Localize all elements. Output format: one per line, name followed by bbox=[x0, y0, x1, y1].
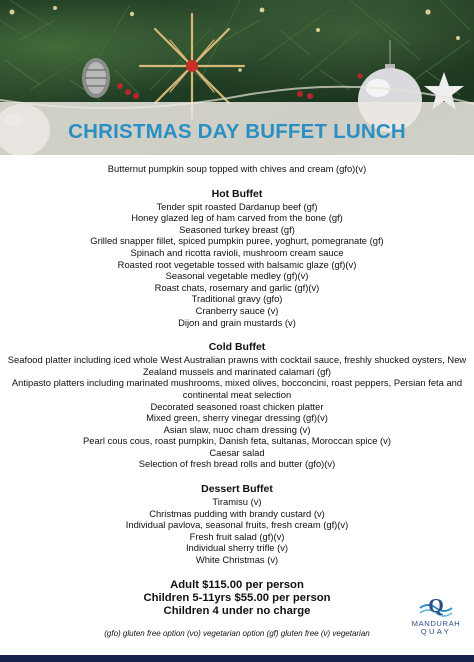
menu-item: Seafood platter including iced whole West Australian prawns with cocktail sauce, freshly shucked oysters, New Zealand mussels and marinated calamari (gf) bbox=[7, 354, 467, 377]
pinecone-ornament bbox=[82, 58, 110, 98]
menu-item: Antipasto platters including marinated mushrooms, mixed olives, bocconcini, roast peppers, Persian feta and continental meat selection bbox=[11, 377, 463, 400]
cold-buffet-section bbox=[0, 341, 474, 470]
hero-photo bbox=[0, 0, 474, 155]
footer-bar bbox=[0, 655, 474, 662]
price-list bbox=[0, 579, 474, 618]
menu-item: Individual sherry trifle (v) bbox=[185, 542, 289, 554]
mandurah-quay-logo bbox=[406, 594, 466, 640]
menu-item: Asian slaw, nuoc cham dressing (v) bbox=[163, 423, 311, 435]
menu-item: Roasted root vegetable tossed with balsamic glaze (gf)(v) bbox=[117, 258, 357, 270]
menu-item: Caesar salad bbox=[209, 446, 265, 458]
menu-item: Seasonal vegetable medley (gf)(v) bbox=[165, 270, 309, 282]
dessert-buffet-section bbox=[0, 483, 474, 566]
soup-intro: Butternut pumpkin soup topped with chives and cream (gfo)(v) bbox=[107, 163, 367, 174]
menu-item: Traditional gravy (gfo) bbox=[191, 293, 283, 305]
menu-item: Roast chats, rosemary and garlic (gf)(v) bbox=[154, 281, 320, 293]
menu-item: White Christmas (v) bbox=[195, 554, 279, 566]
price-infants: Children 4 under no charge bbox=[163, 604, 311, 617]
menu-item: Spinach and ricotta ravioli, mushroom cream sauce bbox=[130, 246, 344, 258]
dietary-legend: (gfo) gluten free option (vo) vegetarian option (gf) gluten free (v) vegetarian bbox=[104, 629, 370, 638]
menu-content bbox=[0, 163, 474, 618]
logo-text-quay: QUAY bbox=[420, 627, 452, 636]
cold-buffet-heading: Cold Buffet bbox=[208, 341, 266, 354]
logo-mark-letter: Q bbox=[428, 595, 444, 617]
price-adult: Adult $115.00 per person bbox=[170, 578, 304, 591]
menu-item: Mixed green, sherry vinegar dressing (gf)(v) bbox=[146, 412, 328, 424]
title-banner bbox=[0, 102, 474, 155]
menu-item: Grilled snapper fillet, spiced pumpkin puree, yoghurt, pomegranate (gf) bbox=[90, 235, 384, 247]
hot-buffet-section bbox=[0, 188, 474, 329]
menu-item: Decorated seasoned roast chicken platter bbox=[150, 400, 324, 412]
menu-item: Tender spit roasted Dardanup beef (gf) bbox=[156, 200, 318, 212]
price-children: Children 5-11yrs $55.00 per person bbox=[143, 591, 331, 604]
logo-q-icon bbox=[418, 594, 454, 620]
menu-item: Honey glazed leg of ham carved from the bone (gf) bbox=[131, 212, 343, 224]
logo-text-mandurah: MANDURAH bbox=[411, 619, 461, 628]
menu-item: Cranberry sauce (v) bbox=[195, 304, 279, 316]
hot-buffet-heading: Hot Buffet bbox=[211, 187, 263, 200]
dessert-buffet-heading: Dessert Buffet bbox=[201, 483, 273, 496]
menu-item: Pearl cous cous, roast pumpkin, Danish feta, sultanas, Moroccan spice (v) bbox=[83, 435, 391, 447]
menu-item: Fresh fruit salad (gf)(v) bbox=[189, 530, 285, 542]
menu-item: Christmas pudding with brandy custard (v) bbox=[149, 507, 325, 519]
page-title: CHRISTMAS DAY BUFFET LUNCH bbox=[68, 119, 406, 143]
menu-item: Seasoned turkey breast (gf) bbox=[179, 223, 295, 235]
menu-item: Tiramisu (v) bbox=[212, 496, 262, 508]
menu-item: Individual pavlova, seasonal fruits, fresh cream (gf)(v) bbox=[125, 519, 349, 531]
menu-item: Selection of fresh bread rolls and butter (gfo)(v) bbox=[138, 458, 336, 470]
menu-item: Dijon and grain mustards (v) bbox=[178, 316, 296, 328]
